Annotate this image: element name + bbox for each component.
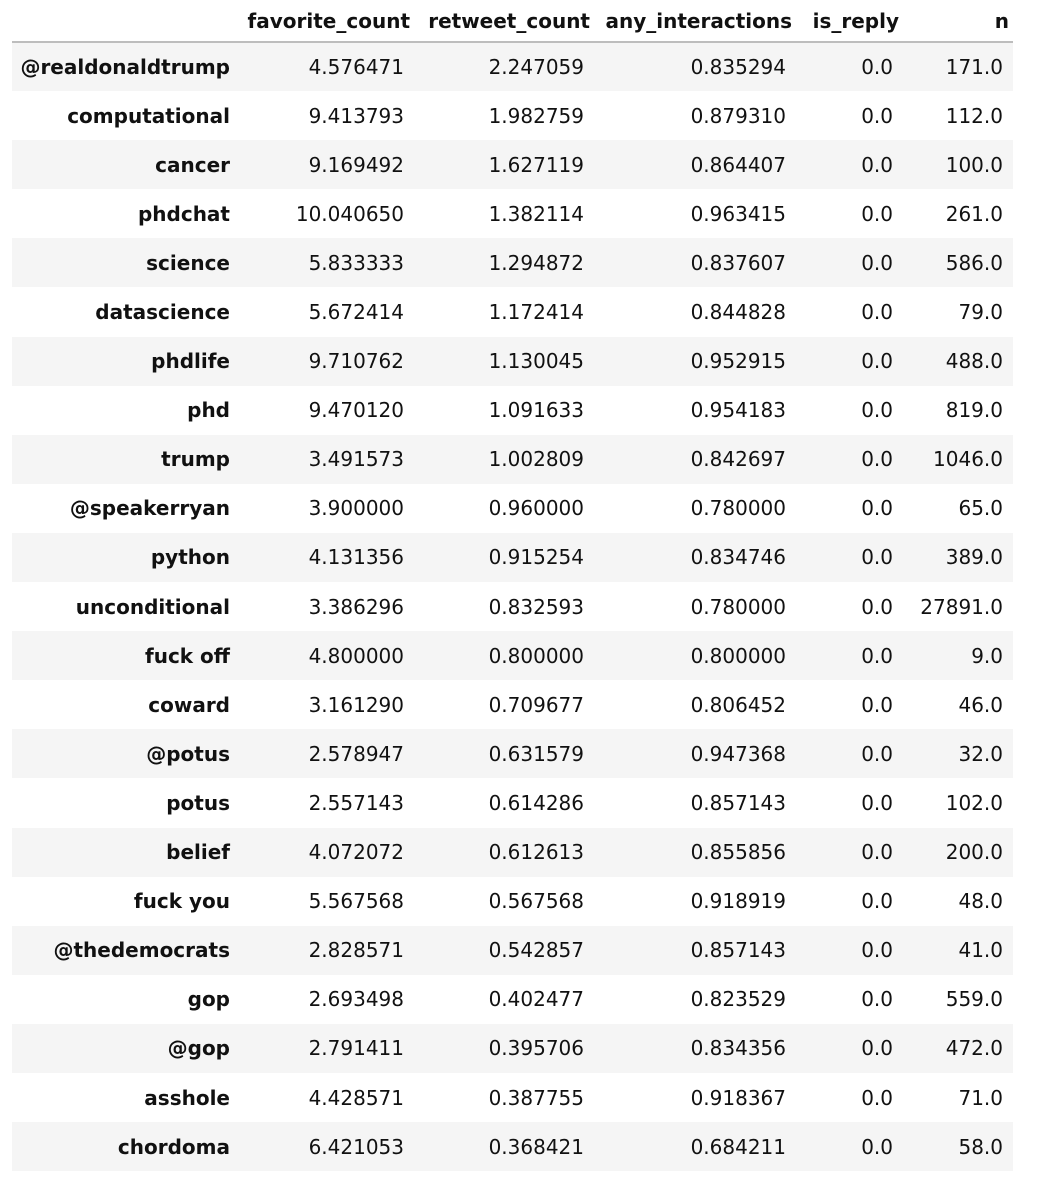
any-interactions-cell: 0.834746 [690, 545, 786, 570]
is-reply-cell: 0.0 [861, 889, 893, 914]
retweet-count-cell: 1.091633 [488, 398, 584, 423]
column-header-is-reply: is_reply [796, 0, 903, 42]
any-interactions-cell: 0.806452 [690, 692, 786, 717]
column-header-favorite-count: favorite_count [234, 0, 414, 42]
favorite-count-cell: 9.710762 [308, 349, 404, 374]
index-header [12, 0, 234, 42]
retweet-count-cell: 1.172414 [488, 300, 584, 325]
row-index-label: @speakerryan [69, 496, 230, 521]
any-interactions-cell: 0.954183 [690, 398, 786, 423]
row-index-label: @realdonaldtrump [20, 55, 230, 80]
is-reply-cell: 0.0 [861, 1036, 893, 1061]
n-cell: 1046.0 [933, 447, 1003, 472]
any-interactions-cell: 0.879310 [690, 103, 786, 128]
row-index-label: coward [148, 692, 230, 717]
table-row [12, 189, 1013, 238]
table-row [12, 238, 1013, 287]
row-index-label: cancer [155, 152, 230, 177]
any-interactions-cell: 0.947368 [690, 741, 786, 766]
any-interactions-cell: 0.837607 [690, 250, 786, 275]
any-interactions-cell: 0.918367 [690, 1085, 786, 1110]
favorite-count-cell: 3.386296 [308, 594, 404, 619]
n-cell: 9.0 [971, 643, 1003, 668]
n-cell: 41.0 [958, 938, 1003, 963]
n-cell: 389.0 [945, 545, 1003, 570]
retweet-count-cell: 1.002809 [488, 447, 584, 472]
any-interactions-cell: 0.918919 [690, 889, 786, 914]
column-header-any-interactions: any_interactions [594, 0, 796, 42]
n-cell: 48.0 [958, 889, 1003, 914]
retweet-count-cell: 0.368421 [488, 1134, 584, 1159]
retweet-count-cell: 1.294872 [488, 250, 584, 275]
n-cell: 261.0 [945, 201, 1003, 226]
row-index-label: phd [187, 398, 230, 423]
any-interactions-cell: 0.855856 [690, 840, 786, 865]
column-header-n: n [903, 0, 1013, 42]
n-cell: 71.0 [958, 1085, 1003, 1110]
row-index-label: unconditional [75, 594, 230, 619]
table-row [12, 533, 1013, 582]
is-reply-cell: 0.0 [861, 692, 893, 717]
retweet-count-cell: 0.631579 [488, 741, 584, 766]
column-header-retweet-count: retweet_count [414, 0, 594, 42]
favorite-count-cell: 2.791411 [308, 1036, 404, 1061]
favorite-count-cell: 3.491573 [308, 447, 404, 472]
favorite-count-cell: 5.833333 [308, 250, 404, 275]
n-cell: 79.0 [958, 300, 1003, 325]
row-index-label: trump [161, 447, 230, 472]
retweet-count-cell: 0.960000 [488, 496, 584, 521]
is-reply-cell: 0.0 [861, 152, 893, 177]
row-index-label: phdchat [137, 201, 230, 226]
retweet-count-cell: 0.614286 [488, 790, 584, 815]
retweet-count-cell: 0.709677 [488, 692, 584, 717]
is-reply-cell: 0.0 [861, 643, 893, 668]
row-index-label: python [150, 545, 230, 570]
row-index-label: @potus [146, 741, 230, 766]
is-reply-cell: 0.0 [861, 496, 893, 521]
retweet-count-cell: 0.832593 [488, 594, 584, 619]
any-interactions-cell: 0.800000 [690, 643, 786, 668]
any-interactions-cell: 0.857143 [690, 938, 786, 963]
table-row [12, 1024, 1013, 1073]
any-interactions-cell: 0.864407 [690, 152, 786, 177]
is-reply-cell: 0.0 [861, 250, 893, 275]
retweet-count-cell: 0.395706 [488, 1036, 584, 1061]
row-index-label: gop [187, 987, 230, 1012]
table-row [12, 729, 1013, 778]
table-row [12, 582, 1013, 631]
any-interactions-cell: 0.857143 [690, 790, 786, 815]
favorite-count-cell: 4.072072 [308, 840, 404, 865]
favorite-count-cell: 2.578947 [308, 741, 404, 766]
retweet-count-cell: 0.402477 [488, 987, 584, 1012]
row-index-label: asshole [144, 1085, 230, 1110]
any-interactions-cell: 0.835294 [690, 55, 786, 80]
any-interactions-cell: 0.844828 [690, 300, 786, 325]
retweet-count-cell: 1.130045 [488, 349, 584, 374]
is-reply-cell: 0.0 [861, 398, 893, 423]
favorite-count-cell: 2.557143 [308, 790, 404, 815]
retweet-count-cell: 2.247059 [488, 55, 584, 80]
n-cell: 819.0 [945, 398, 1003, 423]
favorite-count-cell: 4.576471 [308, 55, 404, 80]
favorite-count-cell: 6.421053 [308, 1134, 404, 1159]
table-row [12, 91, 1013, 140]
is-reply-cell: 0.0 [861, 349, 893, 374]
favorite-count-cell: 10.040650 [295, 201, 404, 226]
n-cell: 100.0 [945, 152, 1003, 177]
is-reply-cell: 0.0 [861, 300, 893, 325]
retweet-count-cell: 0.915254 [488, 545, 584, 570]
retweet-count-cell: 1.627119 [488, 152, 584, 177]
any-interactions-cell: 0.684211 [690, 1134, 786, 1159]
table-row [12, 680, 1013, 729]
favorite-count-cell: 4.800000 [308, 643, 404, 668]
n-cell: 46.0 [958, 692, 1003, 717]
any-interactions-cell: 0.834356 [690, 1036, 786, 1061]
row-index-label: belief [166, 840, 230, 865]
is-reply-cell: 0.0 [861, 840, 893, 865]
table-row [12, 631, 1013, 680]
table-row [12, 1122, 1013, 1171]
n-cell: 200.0 [945, 840, 1003, 865]
table-row [12, 877, 1013, 926]
table-row [12, 484, 1013, 533]
favorite-count-cell: 2.693498 [308, 987, 404, 1012]
n-cell: 488.0 [945, 349, 1003, 374]
is-reply-cell: 0.0 [861, 790, 893, 815]
retweet-count-cell: 0.387755 [488, 1085, 584, 1110]
any-interactions-cell: 0.823529 [690, 987, 786, 1012]
table-header [12, 0, 1013, 42]
n-cell: 32.0 [958, 741, 1003, 766]
is-reply-cell: 0.0 [861, 1085, 893, 1110]
table-row [12, 287, 1013, 336]
retweet-count-cell: 1.982759 [488, 103, 584, 128]
table-row [12, 386, 1013, 435]
table-row [12, 828, 1013, 877]
favorite-count-cell: 5.672414 [308, 300, 404, 325]
is-reply-cell: 0.0 [861, 594, 893, 619]
favorite-count-cell: 9.470120 [308, 398, 404, 423]
favorite-count-cell: 3.900000 [308, 496, 404, 521]
n-cell: 586.0 [945, 250, 1003, 275]
favorite-count-cell: 5.567568 [308, 889, 404, 914]
is-reply-cell: 0.0 [861, 545, 893, 570]
row-index-label: phdlife [151, 349, 230, 374]
dataframe-table [12, 0, 1013, 1171]
n-cell: 472.0 [945, 1036, 1003, 1061]
favorite-count-cell: 4.428571 [308, 1085, 404, 1110]
header-row [12, 0, 1013, 42]
row-index-label: chordoma [117, 1134, 230, 1159]
table-row [12, 1073, 1013, 1122]
retweet-count-cell: 0.612613 [488, 840, 584, 865]
table-body [12, 42, 1013, 1171]
is-reply-cell: 0.0 [861, 201, 893, 226]
row-index-label: fuck you [133, 889, 230, 914]
n-cell: 65.0 [958, 496, 1003, 521]
table-row [12, 140, 1013, 189]
is-reply-cell: 0.0 [861, 938, 893, 963]
table-row [12, 435, 1013, 484]
any-interactions-cell: 0.952915 [690, 349, 786, 374]
row-index-label: @gop [167, 1036, 230, 1061]
retweet-count-cell: 0.542857 [488, 938, 584, 963]
row-index-label: computational [67, 103, 230, 128]
table-row [12, 337, 1013, 386]
row-index-label: potus [166, 790, 230, 815]
retweet-count-cell: 0.567568 [488, 889, 584, 914]
n-cell: 112.0 [945, 103, 1003, 128]
row-index-label: science [146, 250, 230, 275]
any-interactions-cell: 0.842697 [690, 447, 786, 472]
table-row [12, 926, 1013, 975]
is-reply-cell: 0.0 [861, 987, 893, 1012]
table-row [12, 975, 1013, 1024]
any-interactions-cell: 0.963415 [690, 201, 786, 226]
row-index-label: fuck off [145, 643, 230, 668]
n-cell: 559.0 [945, 987, 1003, 1012]
is-reply-cell: 0.0 [861, 447, 893, 472]
table-row [12, 42, 1013, 91]
is-reply-cell: 0.0 [861, 103, 893, 128]
favorite-count-cell: 9.169492 [308, 152, 404, 177]
favorite-count-cell: 9.413793 [308, 103, 404, 128]
row-index-label: datascience [95, 300, 230, 325]
favorite-count-cell: 2.828571 [308, 938, 404, 963]
retweet-count-cell: 1.382114 [488, 201, 584, 226]
row-index-label: @thedemocrats [53, 938, 230, 963]
is-reply-cell: 0.0 [861, 741, 893, 766]
any-interactions-cell: 0.780000 [690, 594, 786, 619]
n-cell: 171.0 [945, 55, 1003, 80]
n-cell: 27891.0 [920, 594, 1003, 619]
table-row [12, 778, 1013, 827]
favorite-count-cell: 4.131356 [308, 545, 404, 570]
any-interactions-cell: 0.780000 [690, 496, 786, 521]
n-cell: 102.0 [945, 790, 1003, 815]
favorite-count-cell: 3.161290 [308, 692, 404, 717]
retweet-count-cell: 0.800000 [488, 643, 584, 668]
is-reply-cell: 0.0 [861, 55, 893, 80]
n-cell: 58.0 [958, 1134, 1003, 1159]
is-reply-cell: 0.0 [861, 1134, 893, 1159]
